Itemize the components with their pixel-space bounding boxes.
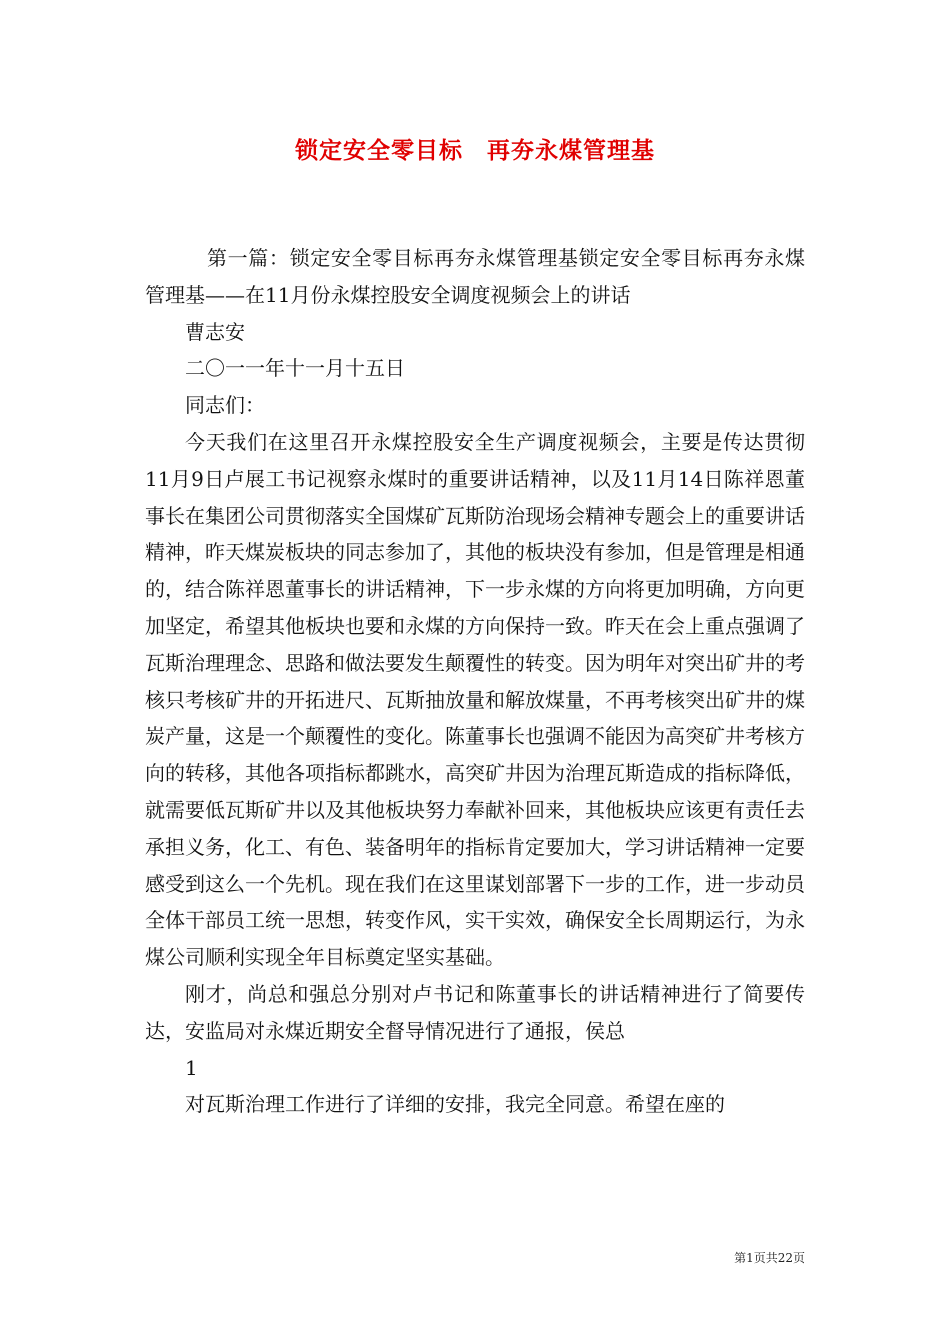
paragraph-continued: 对瓦斯治理工作进行了详细的安排，我完全同意。希望在座的: [185, 1092, 725, 1117]
paragraph-second: 刚才，尚总和强总分别对卢书记和陈董事长的讲话精神进行了简要传达，安监局对永煤近期安全督导情况进行了通报，侯总: [145, 981, 805, 1043]
paragraph-salutation: 同志们：: [185, 393, 265, 418]
paragraph-main: 今天我们在这里召开永煤控股安全生产调度视频会，主要是传达贯彻11月9日卢展工书记视察永煤时的重要讲话精神，以及11月14日陈祥恩董事长在集团公司贯彻落实全国煤矿瓦斯防治现场会精神专题会上的重要讲话精神，昨天煤炭板块的同志参加了，其他的板块没有参加，但是管理是相通的，结合陈祥恩董事长的讲话精神，下一步永煤的方向将更加明确，方向更加坚定，希望其他板块也要和永煤的方向保持一致。昨天在会上重点强调了瓦斯治理理念、思路和做法要发生颠覆性的转变。因为明年对突出矿井的考核只考核矿井的开拓进尺、瓦斯抽放量和解放煤量，不再考核突出矿井的煤炭产量，这是一个颠覆性的变化。陈董事长也强调不能因为高突矿井考核方向的转移，其他各项指标都跳水，高突矿井因为治理瓦斯造成的指标降低，就需要低瓦斯矿井以及其他板块努力奉献补回来，其他板块应该更有责任去承担义务，化工、有色、装备明年的指标肯定要加大，学习讲话精神一定要感受到这么一个先机。现在我们在这里谋划部署下一步的工作，进一步动员全体干部员工统一思想，转变作风，实干实效，确保安全长周期运行，为永煤公司顺利实现全年目标奠定坚实基础。: [145, 429, 805, 970]
paragraph-date: 二〇一一年十一月十五日: [185, 356, 405, 381]
inline-page-number: 1: [185, 1055, 198, 1080]
paragraph-author: 曹志安: [185, 319, 245, 344]
document-title: 锁定安全零目标 再夯永煤管理基: [295, 137, 655, 164]
document-body: [145, 240, 805, 1123]
paragraph-intro: 第一篇：锁定安全零目标再夯永煤管理基锁定安全零目标再夯永煤管理基——在11月份永煤控股安全调度视频会上的讲话: [145, 246, 805, 307]
page-footer: 第1页共22页: [734, 1251, 805, 1265]
